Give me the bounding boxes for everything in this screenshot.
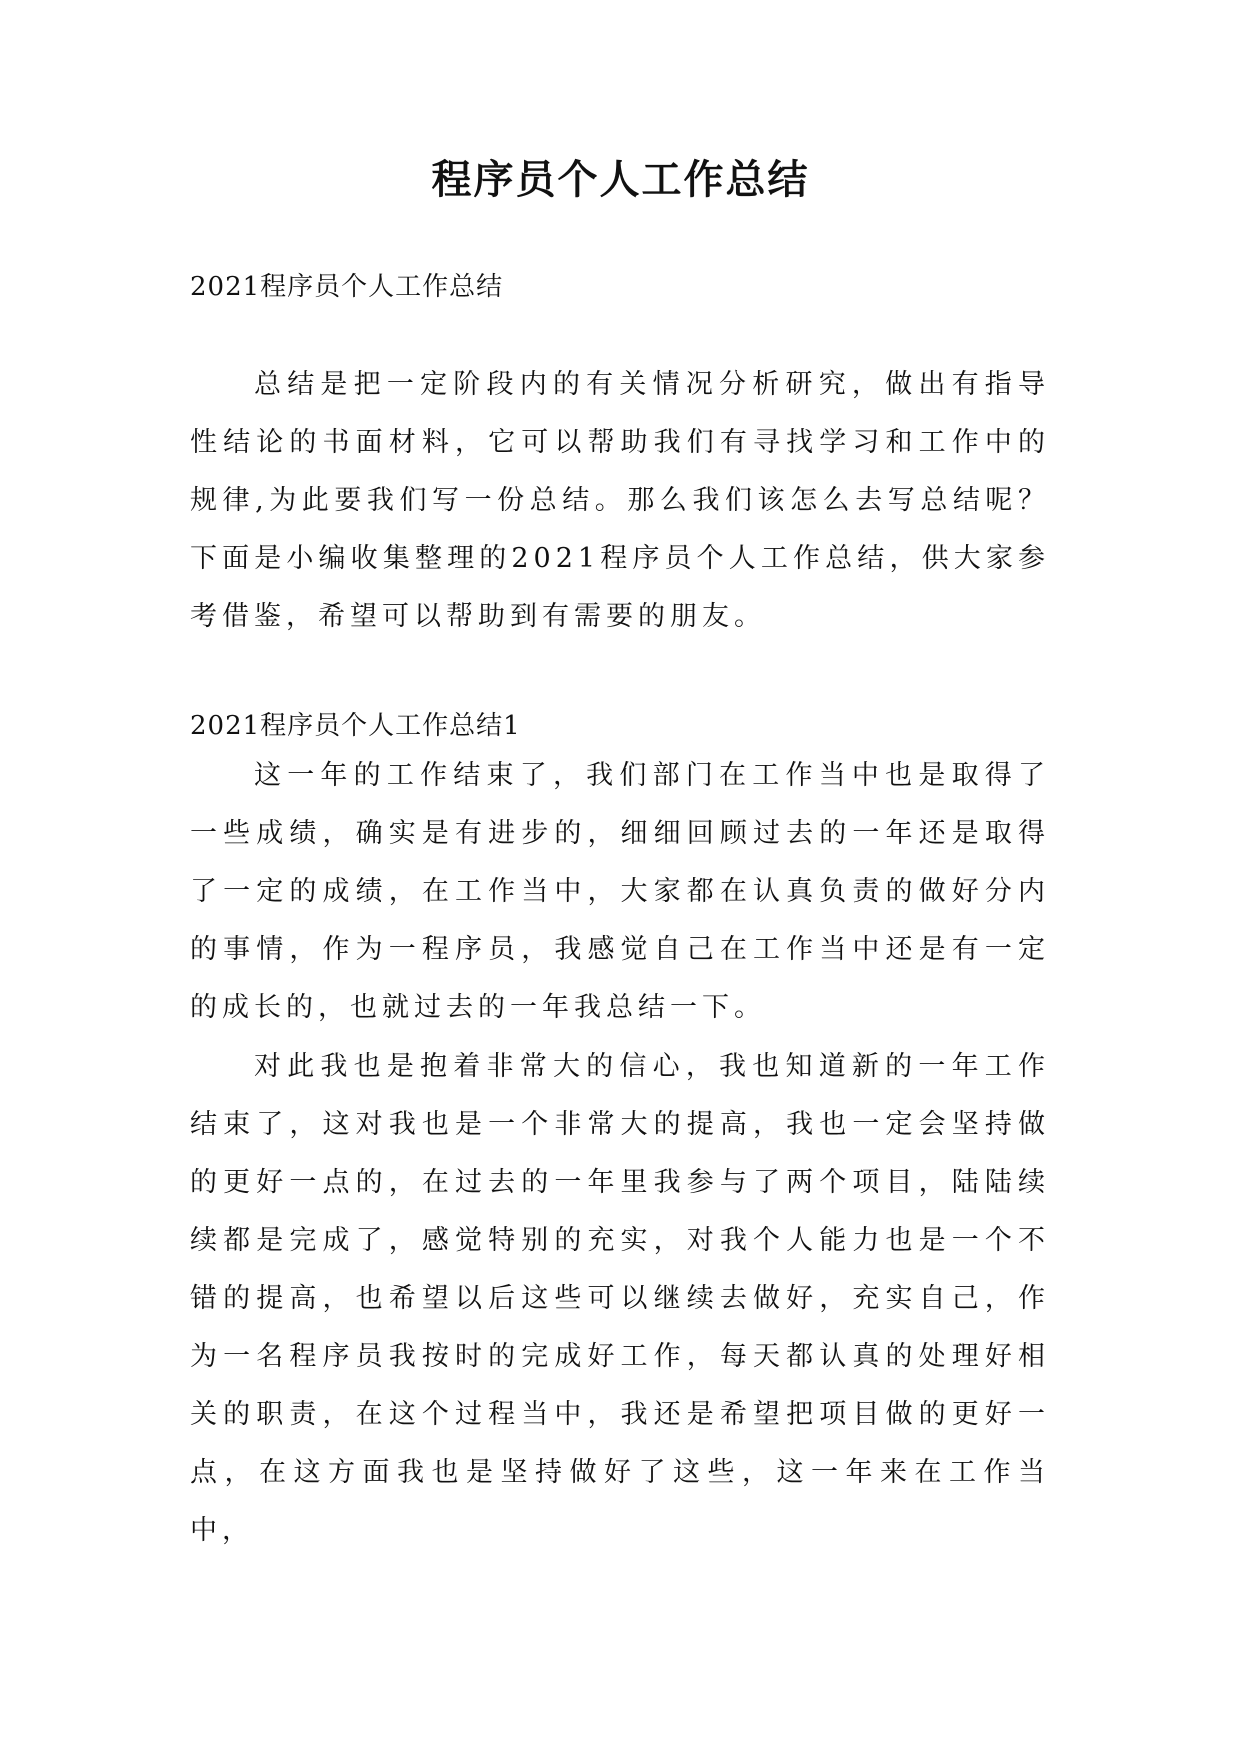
intro-paragraph: 总结是把一定阶段内的有关情况分析研究，做出有指导性结论的书面材料，它可以帮助我们有寻找学习和工作中的规律,为此要我们写一份总结。那么我们该怎么去写总结呢？下面是小编收集整理的2021程序员个人工作总结，供大家参考借鉴，希望可以帮助到有需要的朋友。 — [190, 369, 1050, 632]
section-1-heading: 2021程序员个人工作总结1 — [190, 711, 521, 741]
document-subtitle: 2021程序员个人工作总结 — [190, 272, 504, 302]
section-1-paragraph-1: 这一年的工作结束了，我们部门在工作当中也是取得了一些成绩，确实是有进步的，细细回顾过去的一年还是取得了一定的成绩，在工作当中，大家都在认真负责的做好分内的事情，作为一程序员，我感觉自己在工作当中还是有一定的成长的，也就过去的一年我总结一下。 — [190, 760, 1050, 1023]
section-1-paragraph-2: 对此我也是抱着非常大的信心，我也知道新的一年工作结束了，这对我也是一个非常大的提高，我也一定会坚持做的更好一点的，在过去的一年里我参与了两个项目，陆陆续续都是完成了，感觉特别的充实，对我个人能力也是一个不错的提高，也希望以后这些可以继续去做好，充实自己，作为一名程序员我按时的完成好工作，每天都认真的处理好相关的职责，在这个过程当中，我还是希望把项目做的更好一点，在这方面我也是坚持做好了这些，这一年来在工作当中， — [190, 1051, 1050, 1546]
document-title: 程序员个人工作总结 — [431, 156, 810, 203]
